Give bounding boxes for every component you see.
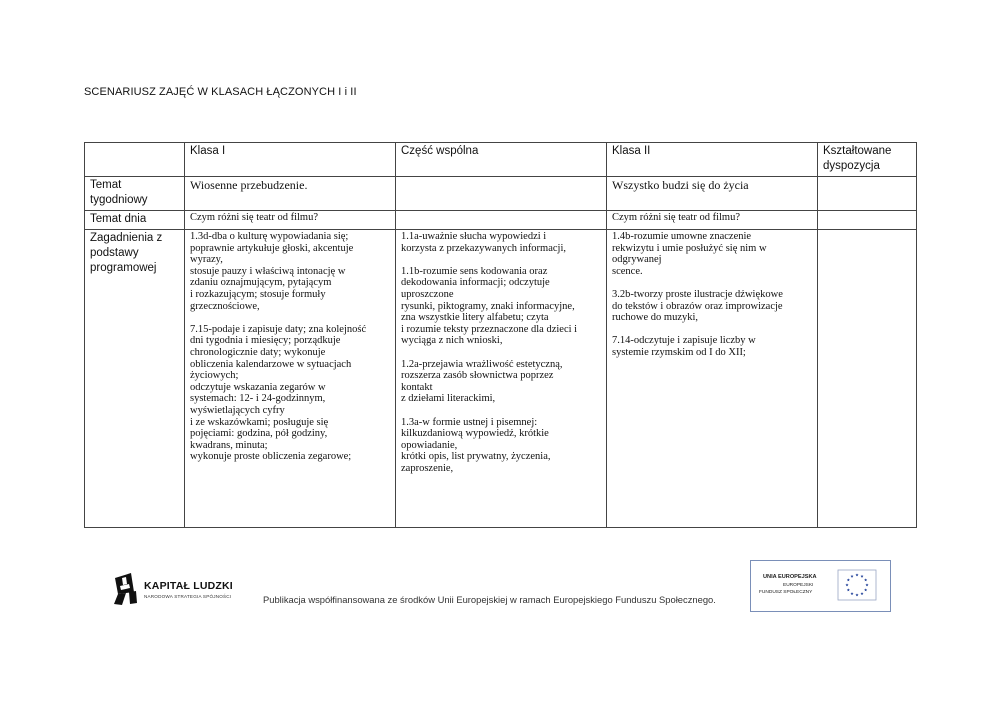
temat-dnia-wspolna (396, 211, 607, 230)
table-header-row (85, 143, 917, 177)
publication-note: Publikacja współfinansowana ze środków Unii Europejskiej w ramach Europejskiego Funduszu Społecznego. (263, 594, 716, 605)
zagadnienie-1-1a: 1.1a-uważnie słucha wypowiedzi i korzysta z przekazywanych informacji, (401, 231, 567, 254)
zagadnienie-1-3a: 1.3a-w formie ustnej i pisemnej: kilkuzdaniową wypowiedź, krótkie opowiadanie, krótki opis, list prywatny, życzenia, zaproszenie, (401, 416, 551, 474)
temat-dnia-klasa-1: Czym różni się teatr od filmu? (185, 211, 396, 230)
zagadnienia-wspolna (396, 230, 607, 528)
kapital-ludzki-subtitle: NARODOWA STRATEGIA SPÓJNOŚCI (144, 594, 232, 599)
zagadnienie-1-3d: 1.3d-dba o kulturę wypowiadania się; poprawnie artykułuje głoski, akcentuje wyrazy, stosuje pauzy i właściwą intonację w zdaniu oznajmującym, pytającym i rozkazującym; stosuje formuły grzecznościowe, (190, 231, 354, 312)
row-label-temat-dnia: Temat dnia (85, 211, 185, 230)
temat-dnia-klasa-2: Czym różni się teatr od filmu? (607, 211, 818, 230)
header-dyspozycje: Kształtowane dyspozycja (818, 143, 917, 177)
temat-dnia-dyspozycje (818, 211, 917, 230)
zagadnienie-1-4b: 1.4b-rozumie umowne znaczenie rekwizytu i umie posłużyć się nim w odgrywanej scence. (612, 231, 767, 277)
zagadnienie-7-14: 7.14-odczytuje i zapisuje liczby w systemie rzymskim od I do XII; (612, 335, 756, 358)
page-footer (0, 560, 992, 620)
row-label-zagadnienia: Zagadnienia z podstawy programowej (85, 230, 185, 528)
zagadnienia-dyspozycje (818, 230, 917, 528)
temat-tygodniowy-wspolna (396, 177, 607, 211)
lesson-plan-table (84, 142, 917, 528)
document-title: SCENARIUSZ ZAJĘĆ W KLASACH ŁĄCZONYCH I i II (84, 86, 357, 98)
header-klasa-2: Klasa II (607, 143, 818, 177)
zagadnienie-1-1b: 1.1b-rozumie sens kodowania oraz dekodowania informacji; odczytuje uproszczone rysunki, piktogramy, znaki informacyjne, zna wszystkie litery alfabetu; czyta i rozumie teksty przeznaczone dla dzieci i wyciąga z nich wnioski, (401, 265, 578, 347)
kapital-ludzki-mark-icon (112, 570, 138, 606)
header-empty (85, 143, 185, 177)
eu-logo-box (750, 560, 891, 612)
kapital-ludzki-logo (112, 570, 237, 606)
header-czesc-wspolna: Część wspólna (396, 143, 607, 177)
temat-tygodniowy-dyspozycje (818, 177, 917, 211)
zagadnienie-3-2b: 3.2b-tworzy proste ilustracje dźwiękowe do tekstów i obrazów oraz improwizacje ruchowe do muzyki, (612, 288, 783, 324)
temat-tygodniowy-klasa-2: Wszystko budzi się do życia (607, 177, 818, 211)
row-label-temat-tygodniowy: Temat tygodniowy (85, 177, 185, 211)
zagadnienie-7-15: 7.15-podaje i zapisuje daty; zna kolejność dni tygodnia i miesięcy; porządkuje chronologicznie daty; wykonuje obliczenia kalendarzowe w sytuacjach życiowych; odczytuje wskazania zegarów w systemach: 12- i 24-godzinnym, wyświetlających cyfry i ze wskazówkami; posługuje się pojęciami: godzina, pół godziny, kwadrans, minuta; wykonuje proste obliczenia zegarowe; (190, 323, 367, 463)
row-temat-dnia (85, 211, 917, 230)
zagadnienia-klasa-1 (185, 230, 396, 528)
zagadnienie-1-2a: 1.2a-przejawia wrażliwość estetyczną, rozszerza zasób słownictwa poprzez kontakt z dziełami literackimi, (401, 358, 563, 405)
row-temat-tygodniowy (85, 177, 917, 211)
zagadnienia-klasa-2 (607, 230, 818, 528)
temat-tygodniowy-klasa-1: Wiosenne przebudzenie. (185, 177, 396, 211)
eu-flag-icon (837, 569, 877, 601)
kapital-ludzki-name: KAPITAŁ LUDZKI (144, 580, 233, 592)
row-zagadnienia (85, 230, 917, 528)
eu-fund-line2: FUNDUSZ SPOŁECZNY (759, 590, 813, 595)
eu-fund-line1: EUROPEJSKI (783, 583, 814, 588)
eu-name: UNIA EUROPEJSKA (763, 574, 817, 580)
header-klasa-1: Klasa I (185, 143, 396, 177)
